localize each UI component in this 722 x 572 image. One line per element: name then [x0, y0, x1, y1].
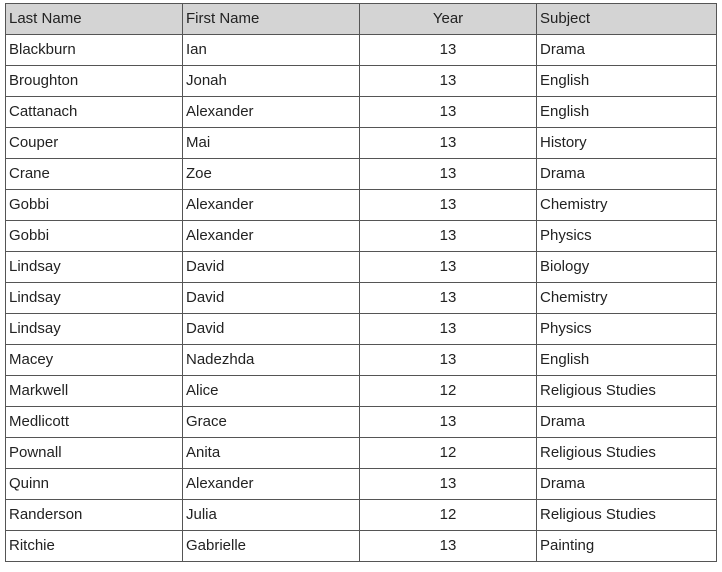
cell-year: 13 [360, 128, 537, 159]
student-subjects-table [5, 3, 717, 562]
cell-subject: Biology [537, 252, 717, 283]
table-row [6, 438, 717, 469]
cell-last-name: Cattanach [6, 97, 183, 128]
cell-first-name: Alexander [183, 221, 360, 252]
cell-last-name: Blackburn [6, 35, 183, 66]
table-row [6, 252, 717, 283]
cell-last-name: Gobbi [6, 190, 183, 221]
cell-subject: Drama [537, 35, 717, 66]
table-row [6, 407, 717, 438]
cell-year: 13 [360, 97, 537, 128]
cell-year: 12 [360, 500, 537, 531]
cell-last-name: Medlicott [6, 407, 183, 438]
cell-subject: Chemistry [537, 283, 717, 314]
cell-first-name: David [183, 283, 360, 314]
cell-first-name: Jonah [183, 66, 360, 97]
cell-subject: Religious Studies [537, 500, 717, 531]
cell-first-name: Julia [183, 500, 360, 531]
table-row [6, 35, 717, 66]
cell-last-name: Lindsay [6, 252, 183, 283]
cell-first-name: Gabrielle [183, 531, 360, 562]
cell-year: 13 [360, 407, 537, 438]
header-subject: Subject [537, 4, 717, 35]
cell-last-name: Pownall [6, 438, 183, 469]
cell-first-name: Alexander [183, 469, 360, 500]
cell-subject: English [537, 97, 717, 128]
cell-first-name: David [183, 314, 360, 345]
cell-year: 13 [360, 283, 537, 314]
cell-last-name: Gobbi [6, 221, 183, 252]
table-body [6, 35, 717, 562]
cell-last-name: Lindsay [6, 283, 183, 314]
cell-first-name: Mai [183, 128, 360, 159]
cell-subject: Painting [537, 531, 717, 562]
cell-last-name: Crane [6, 159, 183, 190]
table-row [6, 469, 717, 500]
table-row [6, 221, 717, 252]
cell-subject: Drama [537, 407, 717, 438]
table-row [6, 66, 717, 97]
table-row [6, 159, 717, 190]
header-last-name: Last Name [6, 4, 183, 35]
cell-first-name: Ian [183, 35, 360, 66]
cell-first-name: Alice [183, 376, 360, 407]
cell-subject: Chemistry [537, 190, 717, 221]
cell-subject: Religious Studies [537, 376, 717, 407]
cell-subject: Drama [537, 159, 717, 190]
table-header [6, 4, 717, 35]
cell-last-name: Quinn [6, 469, 183, 500]
cell-last-name: Randerson [6, 500, 183, 531]
cell-year: 13 [360, 252, 537, 283]
cell-last-name: Markwell [6, 376, 183, 407]
cell-first-name: Nadezhda [183, 345, 360, 376]
cell-year: 13 [360, 531, 537, 562]
table-row [6, 345, 717, 376]
cell-year: 13 [360, 221, 537, 252]
cell-subject: English [537, 345, 717, 376]
cell-subject: Physics [537, 221, 717, 252]
table-row [6, 531, 717, 562]
table-row [6, 97, 717, 128]
cell-first-name: David [183, 252, 360, 283]
cell-last-name: Couper [6, 128, 183, 159]
cell-year: 12 [360, 438, 537, 469]
cell-first-name: Grace [183, 407, 360, 438]
cell-subject: History [537, 128, 717, 159]
header-year: Year [360, 4, 537, 35]
cell-year: 13 [360, 469, 537, 500]
header-first-name: First Name [183, 4, 360, 35]
cell-subject: English [537, 66, 717, 97]
table-row [6, 128, 717, 159]
table-row [6, 190, 717, 221]
cell-last-name: Macey [6, 345, 183, 376]
cell-first-name: Alexander [183, 190, 360, 221]
cell-first-name: Anita [183, 438, 360, 469]
cell-last-name: Ritchie [6, 531, 183, 562]
cell-year: 12 [360, 376, 537, 407]
cell-year: 13 [360, 35, 537, 66]
cell-year: 13 [360, 314, 537, 345]
cell-year: 13 [360, 159, 537, 190]
cell-year: 13 [360, 190, 537, 221]
table-row [6, 376, 717, 407]
cell-subject: Drama [537, 469, 717, 500]
cell-subject: Physics [537, 314, 717, 345]
header-row [6, 4, 717, 35]
cell-subject: Religious Studies [537, 438, 717, 469]
cell-year: 13 [360, 345, 537, 376]
table-row [6, 283, 717, 314]
table-row [6, 314, 717, 345]
cell-last-name: Lindsay [6, 314, 183, 345]
table-row [6, 500, 717, 531]
cell-year: 13 [360, 66, 537, 97]
cell-first-name: Alexander [183, 97, 360, 128]
cell-last-name: Broughton [6, 66, 183, 97]
cell-first-name: Zoe [183, 159, 360, 190]
